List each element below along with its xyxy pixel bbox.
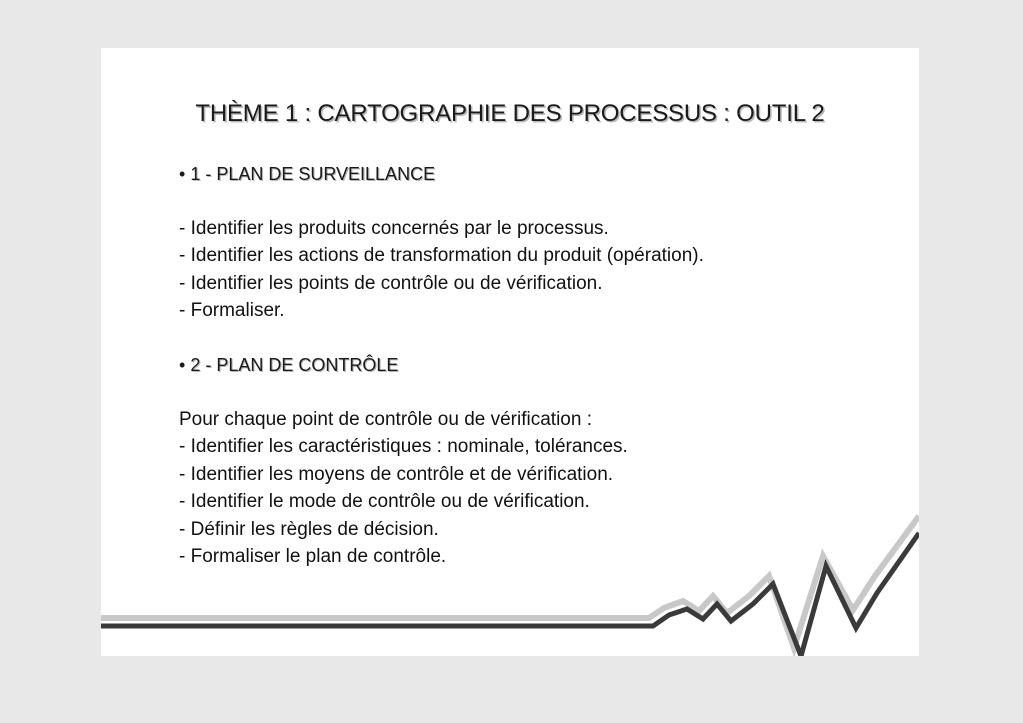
list-item: - Identifier les moyens de contrôle et de vérification. — [179, 463, 614, 485]
list-item: - Identifier les caractéristiques : nominale, tolérances. — [179, 436, 628, 457]
bullet-icon: • — [179, 355, 186, 375]
list-item: - Formaliser. — [179, 300, 285, 321]
slide-title: THÈME 1 : CARTOGRAPHIE DES PROCESSUS : OUTIL 2 — [195, 100, 825, 127]
list-item: - Identifier les actions de transformation du produit (opération). — [179, 245, 704, 266]
section-intro: Pour chaque point de contrôle ou de vérification : — [179, 408, 592, 430]
list-item: - Formaliser le plan de contrôle. — [179, 546, 447, 567]
list-item: - Identifier les points de contrôle ou de vérification. — [179, 272, 603, 294]
bullet-icon: • — [179, 164, 186, 184]
list-item: - Identifier le mode de contrôle ou de vérification. — [179, 491, 590, 512]
section-heading-2-text: 2 - PLAN DE CONTRÔLE — [190, 355, 399, 375]
slide — [101, 48, 919, 656]
list-item: - Identifier les produits concernés par le processus. — [179, 217, 609, 239]
heartbeat-wave-decoration — [101, 48, 919, 656]
list-item: - Définir les règles de décision. — [179, 518, 439, 540]
section-heading-1-text: 1 - PLAN DE SURVEILLANCE — [190, 164, 436, 184]
